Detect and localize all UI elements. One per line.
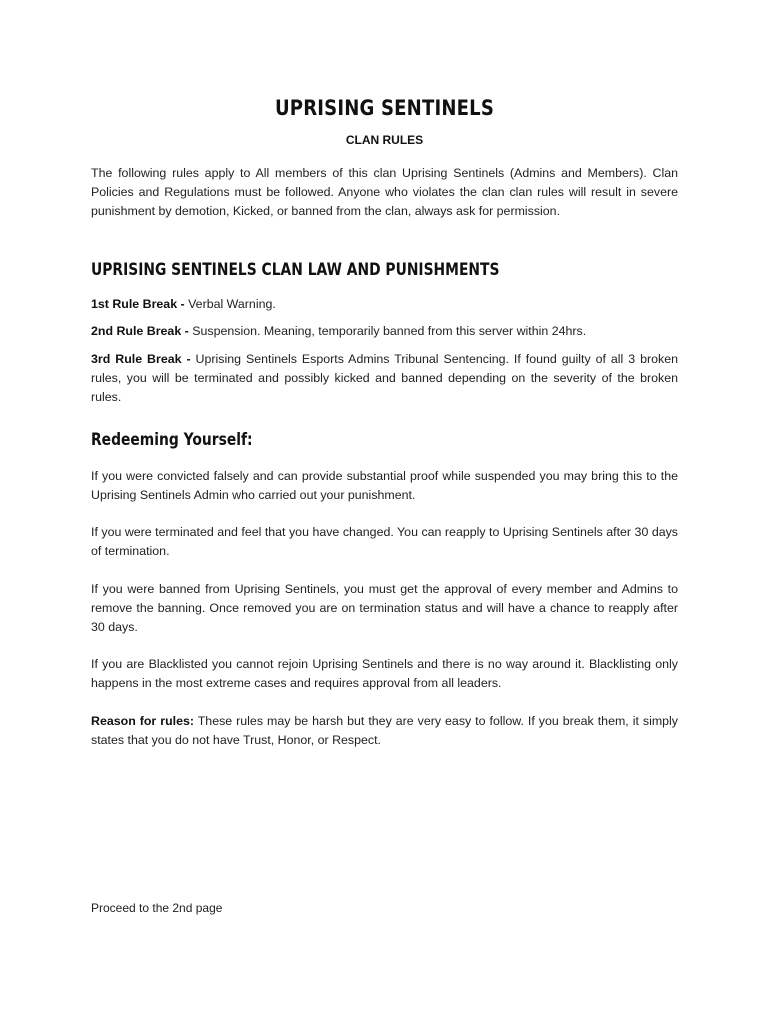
page-footer: Proceed to the 2nd page [91,901,223,915]
rule-label: 1st Rule Break - [91,297,185,311]
rule-item-1 [91,295,678,314]
redeem-paragraph-2: If you were terminated and feel that you have changed. You can reapply to Uprising Sentinels after 30 days of termination. [91,525,678,558]
rule-item-3 [91,350,678,406]
rule-label: 2nd Rule Break - [91,324,189,338]
document-subtitle: CLAN RULES [345,133,424,147]
reason-paragraph [91,712,678,750]
law-heading: UPRISING SENTINELS CLAN LAW AND PUNISHMENTS [91,260,500,279]
rule-item-2 [91,322,678,341]
rule-text: Verbal Warning. [184,297,276,311]
redeem-paragraph-1: If you were convicted falsely and can provide substantial proof while suspended you may bring this to the Uprising Sentinels Admin who carried out your punishment. [91,469,678,502]
rule-text: Uprising Sentinels Esports Admins Tribunal Sentencing. If found guilty of all 3 broken rules, you will be terminated and possibly kicked and banned depending on the severity of the broken rules. [91,352,678,404]
document-title: UPRISING SENTINELS [274,96,495,120]
reason-text: These rules may be harsh but they are very easy to follow. If you break them, it simply states that you do not have Trust, Honor, or Respect. [91,714,678,747]
redeem-heading: Redeeming Yourself: [91,430,253,449]
intro-paragraph: The following rules apply to All members of this clan Uprising Sentinels (Admins and Members). Clan Policies and Regulations must be followed. Anyone who violates the clan clan rules will result in severe punishment by demotion, Kicked, or banned from the clan, always ask for permission. [91,166,678,218]
rule-label: 3rd Rule Break - [91,352,191,366]
rule-text: Suspension. Meaning, temporarily banned from this server within 24hrs. [188,324,587,338]
redeem-paragraph-4: If you are Blacklisted you cannot rejoin Uprising Sentinels and there is no way around it. Blacklisting only happens in the most extreme cases and requires approval from all leaders. [91,657,678,690]
redeem-paragraph-3: If you were banned from Uprising Sentinels, you must get the approval of every member and Admins to remove the banning. Once removed you are on termination status and will have a chance to reapply after 30 days. [91,582,678,634]
reason-label: Reason for rules: [91,714,194,728]
